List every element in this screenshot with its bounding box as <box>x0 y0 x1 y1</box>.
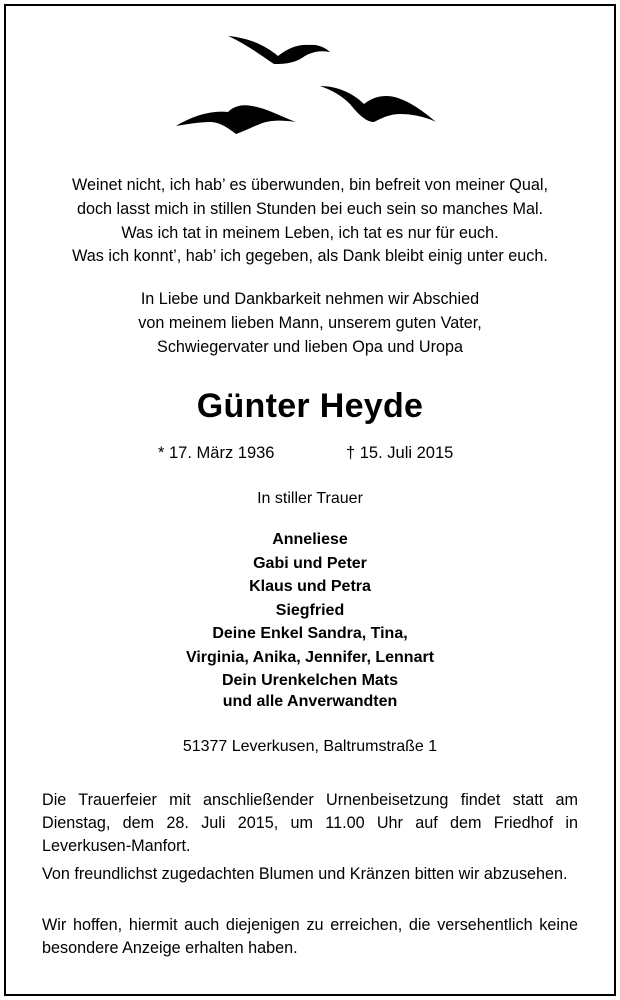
intro-line: Schwiegervater und lieben Opa und Uropa <box>157 337 463 356</box>
mourner-line: Klaus und Petra <box>249 578 371 595</box>
funeral-notice: Die Trauerfeier mit anschließender Urnenbeisetzung findet statt am Dienstag, dem 28. Juli 2015, um 11.00 Uhr auf dem Friedhof in Leverkusen-Manfort. <box>42 791 578 855</box>
bird-icon <box>176 105 296 134</box>
mourner-list <box>0 528 620 693</box>
address: 51377 Leverkusen, Baltrumstraße 1 <box>182 738 438 755</box>
birth-date: * 17. März 1936 <box>158 444 275 462</box>
bird-icon <box>320 86 436 122</box>
mourner-line: Virginia, Anika, Jennifer, Lennart <box>185 648 435 666</box>
poem-line: Weinet nicht, ich hab’ es überwunden, bin befreit von meiner Qual, <box>71 176 548 194</box>
poem-line: doch lasst mich in stillen Stunden bei euch sein so manches Mal. <box>76 199 544 218</box>
intro-line: von meinem lieben Mann, unserem guten Vater, <box>138 313 482 332</box>
relatives-line: und alle Anverwandten <box>222 693 398 710</box>
poem-line: Was ich tat in meinem Leben, ich tat es nur für euch. <box>121 223 499 242</box>
birds-illustration <box>170 28 460 140</box>
farewell-intro <box>0 288 620 359</box>
poem-line: Was ich konnt’, hab’ ich gegeben, als Dank bleibt einig unter euch. <box>72 247 548 266</box>
poem <box>0 174 620 269</box>
announcement-notice: Wir hoffen, hiermit auch diejenigen zu erreichen, die versehentlich keine besondere Anzeige erhalten haben. <box>42 916 578 957</box>
mourning-heading: In stiller Trauer <box>257 490 363 507</box>
mourner-line: Gabi und Peter <box>253 554 367 572</box>
flowers-notice: Von freundlichst zugedachten Blumen und Kränzen bitten wir abzusehen. <box>42 865 568 883</box>
mourner-line: Siegfried <box>275 601 345 619</box>
mourner-line: Anneliese <box>272 531 348 548</box>
bird-icon <box>228 36 330 64</box>
mourner-line: Deine Enkel Sandra, Tina, <box>212 625 408 642</box>
mourner-line: Dein Urenkelchen Mats <box>221 672 399 689</box>
intro-line: In Liebe und Dankbarkeit nehmen wir Abschied <box>140 290 480 308</box>
death-date: † 15. Juli 2015 <box>346 444 454 462</box>
deceased-name: Günter Heyde <box>196 387 424 425</box>
